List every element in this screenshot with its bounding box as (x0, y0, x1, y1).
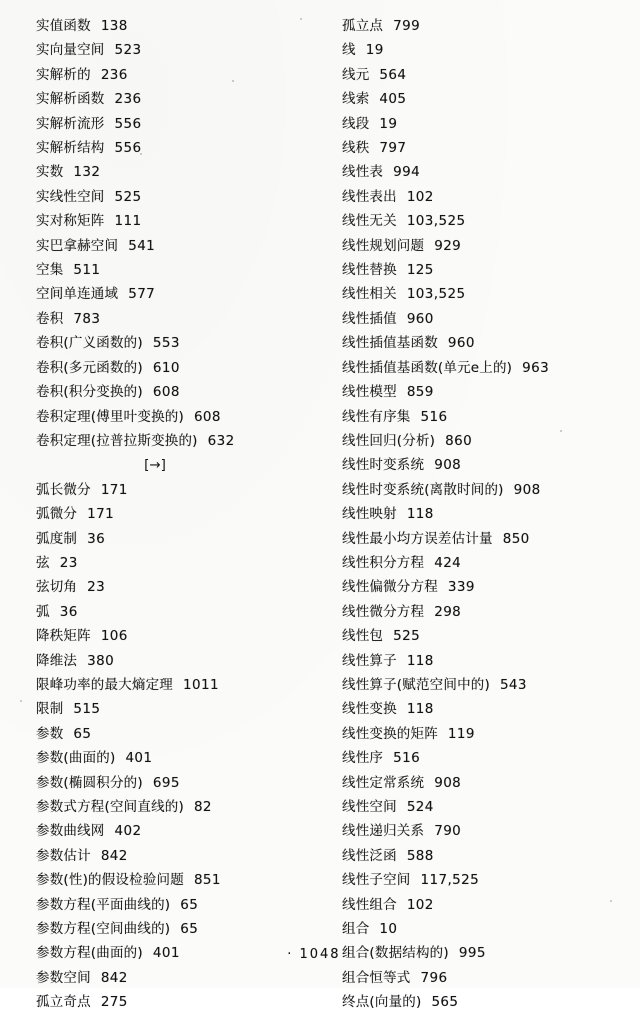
index-entry (342, 331, 618, 355)
index-page-number: 608 (152, 384, 180, 401)
index-term: 实解析的 (36, 66, 91, 83)
index-term: 空集 (36, 262, 64, 279)
index-entry (342, 38, 618, 62)
index-page-number: 275 (100, 994, 128, 1011)
index-term: 卷积定理(拉普拉斯变换的) (36, 432, 198, 449)
index-entry (342, 649, 618, 673)
index-entry (36, 868, 314, 892)
index-term: 组合 (342, 921, 370, 938)
index-page-number: 298 (434, 603, 462, 620)
index-entry-group (342, 14, 618, 1015)
index-page-number: 695 (152, 774, 180, 791)
index-term: 卷积 (36, 310, 64, 327)
index-term: 线性表 (342, 164, 384, 181)
index-page-number: 103,525 (406, 213, 466, 230)
index-entry (342, 795, 618, 819)
index-term: 线段 (342, 115, 370, 132)
index-entry (36, 136, 314, 160)
index-term: 线性插值基函数 (342, 335, 438, 352)
index-term: 线性定常系统 (342, 774, 425, 791)
index-page-number: 424 (434, 554, 462, 571)
index-entry (36, 331, 314, 355)
index-term: 线性替换 (342, 262, 397, 279)
right-column (320, 14, 622, 1015)
index-page-number: 632 (207, 432, 235, 449)
index-term: 参数(曲面的) (36, 750, 116, 767)
index-entry (342, 844, 618, 868)
index-page-number: 65 (180, 921, 199, 938)
index-entry (36, 600, 314, 624)
index-term: 线性变换 (342, 701, 397, 718)
index-entry (342, 282, 618, 306)
index-term: 弧 (36, 603, 50, 620)
index-page-number: 588 (406, 847, 434, 864)
index-entry (342, 258, 618, 282)
index-entry (36, 966, 314, 990)
index-term: 组合恒等式 (342, 969, 411, 986)
index-entry (36, 38, 314, 62)
index-entry (36, 697, 314, 721)
left-column (18, 14, 320, 1015)
index-entry (36, 185, 314, 209)
index-entry (36, 746, 314, 770)
index-term: 实值函数 (36, 18, 91, 34)
index-entry (342, 14, 618, 38)
index-term: 参数方程(平面曲线的) (36, 896, 171, 913)
index-term: 参数方程(曲面的) (36, 945, 143, 962)
index-entry (36, 356, 314, 380)
index-page-number: 117,525 (420, 872, 480, 889)
index-entry (342, 234, 618, 258)
index-entry (36, 795, 314, 819)
index-page-number: 402 (114, 823, 142, 840)
index-entry (36, 771, 314, 795)
index-page-number: 511 (73, 262, 101, 279)
index-entry (36, 112, 314, 136)
index-entry (342, 746, 618, 770)
index-term: 卷积(多元函数的) (36, 359, 143, 376)
index-page-number: 65 (73, 725, 92, 742)
footer-page-number: · 1048 · (287, 947, 353, 962)
index-term: 卷积(广义函数的) (36, 335, 143, 352)
index-page-number: 541 (128, 237, 156, 254)
index-term: 实解析结构 (36, 140, 105, 157)
index-entry (36, 722, 314, 746)
index-entry (36, 258, 314, 282)
index-entry (342, 429, 618, 453)
index-entry (342, 722, 618, 746)
index-entry (36, 673, 314, 697)
index-page-number: 850 (502, 530, 530, 547)
index-page-number: 525 (114, 188, 142, 205)
section-arrow-marker: [→] (144, 457, 166, 474)
index-page-number: 994 (393, 164, 421, 181)
index-page-number: 565 (431, 994, 459, 1011)
index-term: 实解析函数 (36, 91, 105, 108)
index-entry-group (36, 14, 314, 453)
index-term: 孤立点 (342, 18, 384, 34)
index-entry (36, 87, 314, 111)
index-term: 线性时变系统 (342, 457, 425, 474)
index-term: 参数曲线网 (36, 823, 105, 840)
index-entry (342, 63, 618, 87)
index-term: 参数空间 (36, 969, 91, 986)
index-page-number: 524 (406, 799, 434, 815)
index-term: 实向量空间 (36, 42, 105, 59)
index-entry (36, 649, 314, 673)
index-entry (342, 575, 618, 599)
index-entry (342, 112, 618, 136)
index-page-number: 65 (180, 896, 199, 913)
index-term: 线 (342, 42, 356, 59)
index-term: 参数(性)的假设检验问题 (36, 872, 184, 889)
index-entry (36, 502, 314, 526)
index-entry (342, 478, 618, 502)
index-entry (342, 819, 618, 843)
index-page-number: 556 (114, 140, 142, 157)
index-term: 线性最小均方误差估计量 (342, 530, 493, 547)
index-page-number: 102 (406, 896, 434, 913)
index-entry (342, 551, 618, 575)
index-page-number: 236 (100, 66, 128, 83)
index-page-number: 132 (73, 164, 101, 181)
index-term: 终点(向量的) (342, 994, 422, 1011)
index-page-number: 171 (100, 481, 128, 498)
index-page-number: 36 (87, 530, 106, 547)
index-page-number: 790 (434, 823, 462, 840)
index-entry (36, 380, 314, 404)
index-term: 线性递归关系 (342, 823, 425, 840)
index-entry (36, 429, 314, 453)
index-entry (36, 551, 314, 575)
index-term: 线性表出 (342, 188, 397, 205)
index-term: 实巴拿赫空间 (36, 237, 119, 254)
index-term: 实线性空间 (36, 188, 105, 205)
index-page-number: 19 (365, 42, 384, 59)
index-entry (36, 209, 314, 233)
index-term: 孤立奇点 (36, 994, 91, 1011)
index-term: 参数估计 (36, 847, 91, 864)
index-page-number: 577 (128, 286, 156, 303)
index-term: 线秩 (342, 140, 370, 157)
index-term: 线性插值 (342, 310, 397, 327)
index-entry (36, 575, 314, 599)
index-term: 降秩矩阵 (36, 628, 91, 645)
index-page-number: 36 (59, 603, 78, 620)
index-term: 参数式方程(空间直线的) (36, 799, 184, 815)
index-term: 线性算子(赋范空间中的) (342, 676, 490, 693)
index-term: 实对称矩阵 (36, 213, 105, 230)
index-entry (342, 673, 618, 697)
index-entry (36, 14, 314, 38)
index-page-number: 523 (114, 42, 142, 59)
index-entry (342, 136, 618, 160)
index-page-number: 119 (447, 725, 475, 742)
index-term: 线性无关 (342, 213, 397, 230)
index-page-number: 929 (434, 237, 462, 254)
index-term: 线性偏微分方程 (342, 579, 438, 596)
index-entry (36, 160, 314, 184)
index-entry (342, 624, 618, 648)
index-page-number: 118 (406, 506, 434, 523)
index-entry (342, 453, 618, 477)
index-page-number: 401 (152, 945, 180, 962)
index-entry (36, 405, 314, 429)
index-entry (342, 209, 618, 233)
index-term: 弧长微分 (36, 481, 91, 498)
index-term: 线性映射 (342, 506, 397, 523)
index-entry (342, 697, 618, 721)
index-page-number: 960 (406, 310, 434, 327)
index-entry (342, 185, 618, 209)
index-page-number: 860 (445, 432, 473, 449)
index-page-number: 842 (100, 847, 128, 864)
index-page-number: 236 (114, 91, 142, 108)
index-page-number: 23 (59, 554, 78, 571)
page-footer (0, 947, 640, 962)
index-term: 线元 (342, 66, 370, 83)
index-entry (36, 844, 314, 868)
index-page-number: 106 (100, 628, 128, 645)
index-page-number: 553 (152, 335, 180, 352)
index-entry (342, 868, 618, 892)
index-term: 卷积定理(傅里叶变换的) (36, 408, 184, 425)
index-term: 参数 (36, 725, 64, 742)
index-term: 组合(数据结构的) (342, 945, 449, 962)
index-entry (342, 600, 618, 624)
index-entry (36, 819, 314, 843)
index-term: 线性子空间 (342, 872, 411, 889)
index-term: 线性规划问题 (342, 237, 425, 254)
index-entry (342, 893, 618, 917)
index-page-number: 908 (513, 481, 541, 498)
index-entry (342, 502, 618, 526)
index-page-number: 1011 (183, 676, 219, 693)
index-page-number: 516 (420, 408, 448, 425)
index-entry (36, 282, 314, 306)
index-page-number: 525 (393, 628, 421, 645)
index-term: 实数 (36, 164, 64, 181)
index-page-number: 963 (522, 359, 550, 376)
index-page-number: 82 (193, 799, 212, 815)
index-term: 弦切角 (36, 579, 78, 596)
index-page-number: 103,525 (406, 286, 466, 303)
index-entry (36, 624, 314, 648)
index-entry (36, 478, 314, 502)
index-entry (342, 771, 618, 795)
index-page-number: 783 (73, 310, 101, 327)
index-term: 卷积(积分变换的) (36, 384, 143, 401)
index-entry-group (36, 478, 314, 1015)
index-page-number: 516 (393, 750, 421, 767)
index-term: 线性算子 (342, 652, 397, 669)
index-term: 线性包 (342, 628, 384, 645)
index-page-number: 556 (114, 115, 142, 132)
index-term: 线性泛函 (342, 847, 397, 864)
index-entry (342, 405, 618, 429)
index-page-number: 799 (393, 18, 421, 34)
index-entry (342, 307, 618, 331)
index-entry (36, 893, 314, 917)
index-page-number: 125 (406, 262, 434, 279)
index-page-number: 118 (406, 701, 434, 718)
index-page-number: 380 (87, 652, 115, 669)
index-page-number: 515 (73, 701, 101, 718)
index-entry (342, 87, 618, 111)
index-entry (342, 966, 618, 990)
index-term: 线性相关 (342, 286, 397, 303)
index-term: 线性模型 (342, 384, 397, 401)
index-term: 线性微分方程 (342, 603, 425, 620)
index-page-number: 111 (114, 213, 142, 230)
index-page-number: 138 (100, 18, 128, 34)
index-page-number: 797 (379, 140, 407, 157)
index-term: 弧微分 (36, 506, 78, 523)
index-entry (342, 527, 618, 551)
index-page-number: 960 (447, 335, 475, 352)
index-page-number: 339 (447, 579, 475, 596)
index-page-number: 908 (434, 457, 462, 474)
index-page-number: 543 (499, 676, 527, 693)
index-entry (342, 990, 618, 1014)
index-page-number: 102 (406, 188, 434, 205)
index-term: 限制 (36, 701, 64, 718)
index-page-number: 19 (379, 115, 398, 132)
index-term: 线性组合 (342, 896, 397, 913)
index-entry (342, 380, 618, 404)
index-term: 线性回归(分析) (342, 432, 436, 449)
index-page-number: 10 (379, 921, 398, 938)
index-page-number: 995 (458, 945, 486, 962)
index-term: 弧度制 (36, 530, 78, 547)
index-entry (342, 160, 618, 184)
index-entry (36, 234, 314, 258)
index-page-number: 405 (379, 91, 407, 108)
index-page-number: 796 (420, 969, 448, 986)
index-entry (342, 356, 618, 380)
index-term: 线性时变系统(离散时间的) (342, 481, 504, 498)
index-term: 线性有序集 (342, 408, 411, 425)
index-term: 实解析流形 (36, 115, 105, 132)
index-page-number: 908 (434, 774, 462, 791)
index-term: 线性序 (342, 750, 384, 767)
index-term: 弦 (36, 554, 50, 571)
index-page-number: 401 (125, 750, 153, 767)
index-page-number: 851 (193, 872, 221, 889)
index-term: 线性插值基函数(单元e上的) (342, 359, 513, 376)
index-term: 参数方程(空间曲线的) (36, 921, 171, 938)
index-term: 线性空间 (342, 799, 397, 815)
index-term: 空间单连通域 (36, 286, 119, 303)
index-page-number: 859 (406, 384, 434, 401)
index-page-number: 842 (100, 969, 128, 986)
index-term: 限峰功率的最大熵定理 (36, 676, 173, 693)
index-entry (36, 917, 314, 941)
index-entry (36, 307, 314, 331)
index-entry (342, 917, 618, 941)
index-page-number: 171 (87, 506, 115, 523)
index-term: 参数(椭圆积分的) (36, 774, 143, 791)
index-term: 线性积分方程 (342, 554, 425, 571)
index-entry (36, 63, 314, 87)
index-entry (36, 527, 314, 551)
index-term: 线性变换的矩阵 (342, 725, 438, 742)
index-page-number: 610 (152, 359, 180, 376)
index-page-number: 608 (193, 408, 221, 425)
index-term: 线索 (342, 91, 370, 108)
index-term: 降维法 (36, 652, 78, 669)
index-page-number: 118 (406, 652, 434, 669)
index-entry (36, 990, 314, 1014)
index-page-number: 564 (379, 66, 407, 83)
index-page-number: 23 (87, 579, 106, 596)
